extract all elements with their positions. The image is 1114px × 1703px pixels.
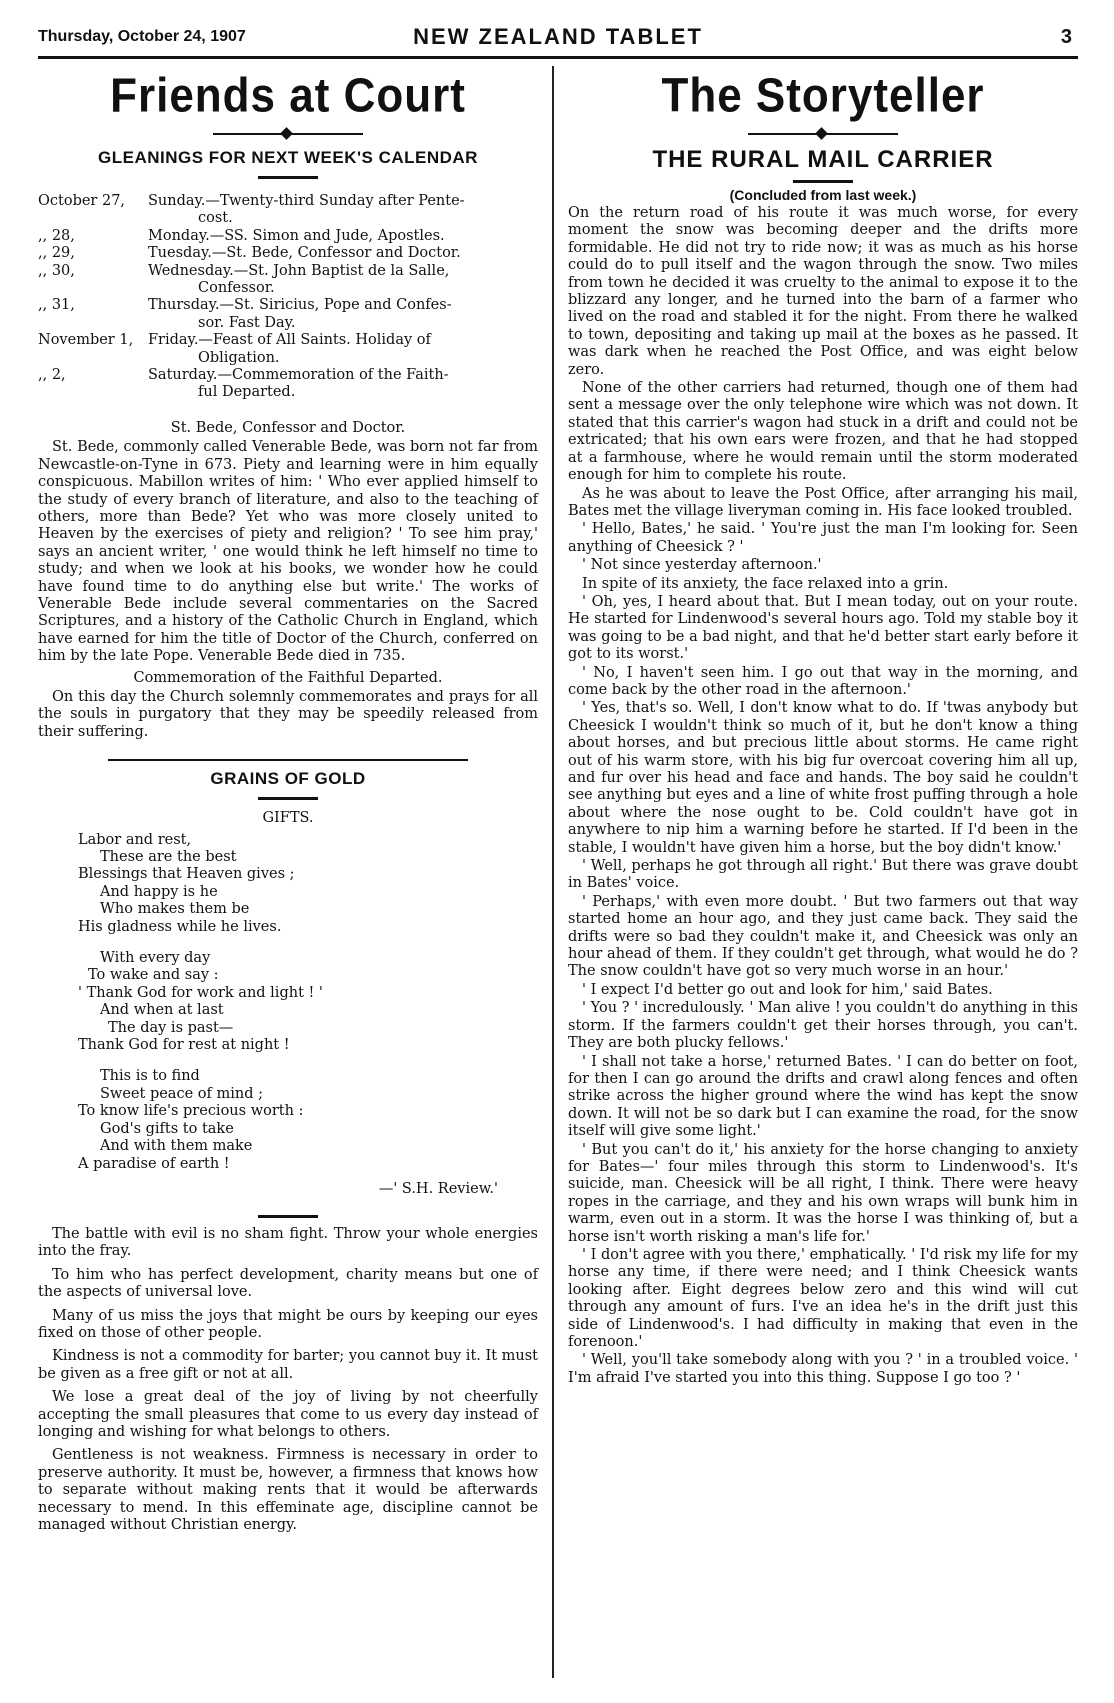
calendar-entry: ,, 28, Monday.—SS. Simon and Jude, Apostles. [38, 227, 445, 244]
short-rule [793, 180, 853, 183]
concluded-note: (Concluded from last week.) [729, 187, 917, 203]
poem-stanza: This is to find Sweet peace of mind ; To know life's precious worth : God's gifts to take And with them make A paradise of earth ! [78, 1068, 304, 1172]
poem-stanza: With every day To wake and say : ' Thank God for work and light ! ' And when at last The day is past— Thank God for rest at night ! [78, 950, 323, 1054]
ornament-divider [213, 128, 363, 140]
poem-stanza: Labor and rest, These are the best Blessings that Heaven gives ; And happy is he Who makes them be His gladness while he lives. [78, 831, 295, 935]
calendar-entry: ,, 2, Saturday.—Commemoration of the Faith- ful Departed. [38, 367, 449, 401]
story-paragraph: On the return road of his route it was much worse, for every moment the snow was becoming deeper and the drifts more formidable. He did not try to ride now; it was as much as his horse could do to pull itself and the wagon through the snow. Two miles from town he decided it was cruelty to the animal to expose it to the blizzard any longer, and he turned into the barn of a farmer who lived on the road and stabled it for the night. From there he walked to town, depositing and taking up mail at the boxes as he passed. It was dark when he reached the Post Office, and was eight below zero. [568, 205, 1078, 378]
short-rule [258, 176, 318, 179]
story-paragraph: ' Yes, that's so. Well, I don't know what to do. If 'twas anybody but Cheesick I wouldn't think so much of it, but he don't know a thing about horses, and but precious little about storms. He came right out of his warm store, with his big fur overcoat covering him all up, and fur over his head and face and hands. The boy said he couldn't see anything but eyes and a line of white frost puffing through a hole about where the nose ought to be. Cold couldn't have got in anywhere to nip him a warning before he started. If I'd been in the stable, I wouldn't have given him a horse, but the boy didn't know.' [568, 700, 1078, 856]
bede-paragraph: St. Bede, commonly called Venerable Bede, was born not far from Newcastle-on-Tyne in 673. Piety and learning were in him equally conspicuous. Mabillon writes of him: ' Who ever applied himself to the study of every branch of literature, and also to the teaching of others, more than Bede? Yet who was more closely united to Heaven by the exercises of piety and religion? ' To see him pray,' says an ancient writer, ' one would think he left himself no time to study; and when we look at his books, we wonder how he could have found time to do anything else but write.' The works of Venerable Bede include several commentaries on the Sacred Scriptures, and a history of the Catholic Church in England, which have earned for him the title of Doctor of the Church, conferred on him by the late Pope. Venerable Bede died in 735. [38, 439, 538, 665]
story-paragraph: ' Hello, Bates,' he said. ' You're just the man I'm looking for. Seen anything of Cheesick ? ' [568, 521, 1078, 555]
story-paragraph: ' Perhaps,' with even more doubt. ' But two farmers out that way started home an hour ago, and they just came back. They said the drifts were so bad they couldn't make it, and Cheesick was only an hour ahead of them. If they couldn't get through, what would he do ? The snow couldn't have got so very much worse in an hour.' [568, 893, 1078, 980]
grains-of-gold-heading: GRAINS OF GOLD [210, 769, 366, 789]
gifts-poem [78, 832, 538, 1173]
masthead-title: NEW ZEALAND TABLET [413, 24, 703, 49]
calendar-entry: ,, 31, Thursday.—St. Siricius, Pope and Confes- sor. Fast Day. [38, 297, 452, 331]
maxim: Kindness is not a commodity for barter; you cannot buy it. It must be given as a free gift or not at all. [38, 1348, 539, 1382]
story-paragraph: None of the other carriers had returned, though one of them had sent a message over the only telephone wire which was not down. It stated that this carrier's wagon had stuck in a drift and could not be extricated; that his own ears were frozen, and that he had stopped at a farmhouse, where he would remain until the storm moderated enough for him to complete his route. [568, 380, 1078, 484]
section-rule [108, 759, 468, 761]
issue-date: Thursday, October 24, 1907 [38, 28, 246, 45]
short-rule [258, 1215, 318, 1218]
story-paragraph: ' No, I haven't seen him. I go out that way in the morning, and come back by the other road in the afternoon.' [568, 664, 1078, 698]
storyteller-title: The Storyteller [661, 68, 985, 123]
maxim: We lose a great deal of the joy of living by not cheerfully accepting the small pleasures that come to us every day instead of longing and wishing for what belongs to others. [38, 1389, 538, 1440]
bede-heading: St. Bede, Confessor and Doctor. [170, 419, 406, 436]
story-paragraph: ' I expect I'd better go out and look for him,' said Bates. [582, 981, 993, 998]
story-paragraph: ' You ? ' incredulously. ' Man alive ! you couldn't do anything in this storm. If the farmers couldn't get their horses through, you can't. They are both plucky fellows.' [568, 1000, 1078, 1052]
calendar-entry: ,, 30, Wednesday.—St. John Baptist de la Salle, Confessor. [38, 262, 450, 297]
commemoration-paragraph: On this day the Church solemnly commemorates and prays for all the souls in purgatory that they may be speedily released from their suffering. [38, 688, 538, 740]
poem-attribution: —' S.H. Review.' [378, 1180, 498, 1197]
maxim: The battle with evil is no sham fight. Throw your whole energies into the fray. [38, 1225, 538, 1260]
calendar-entry: ,, 29, Tuesday.—St. Bede, Confessor and Doctor. [38, 245, 461, 262]
friends-at-court-title: Friends at Court [110, 68, 466, 123]
short-rule [258, 797, 318, 800]
left-column [38, 68, 539, 1535]
maxim: Many of us miss the joys that might be ours by keeping our eyes fixed on those of other people. [38, 1307, 538, 1341]
column-rule [552, 66, 554, 1678]
story-paragraph: As he was about to leave the Post Office, after arranging his mail, Bates met the village liveryman coming in. His face looked troubled. [568, 485, 1078, 519]
story-paragraph: ' Not since yesterday afternoon.' [582, 557, 822, 574]
page-number: 3 [1060, 26, 1072, 48]
ornament-divider [748, 128, 898, 140]
story-paragraph: ' Well, perhaps he got through all right.' But there was grave doubt in Bates' voice. [568, 858, 1078, 892]
right-column [568, 68, 1078, 1388]
maxim: Gentleness is not weakness. Firmness is necessary in order to preserve authority. It must be, however, a firmness that knows how to separate without making rents that it would be afterwards necessary to mend. In this effeminate age, discipline cannot be managed without Christian energy. [38, 1447, 538, 1533]
poem-title: GIFTS. [262, 810, 314, 827]
calendar-entry: October 27, Sunday.—Twenty-third Sunday after Pente- cost. [38, 193, 465, 227]
calendar-entry: November 1, Friday.—Feast of All Saints. Holiday of Obligation. [38, 332, 431, 366]
calendar-list [38, 193, 538, 402]
commemoration-heading: Commemoration of the Faithful Departed. [133, 669, 443, 686]
story-paragraph: In spite of its anxiety, the face relaxed into a grin. [582, 575, 949, 592]
story-paragraph: ' Well, you'll take somebody along with you ? ' in a troubled voice. ' I'm afraid I've started you into this thing. Suppose I go too ? ' [568, 1352, 1078, 1386]
maxim: To him who has perfect development, charity means but one of the aspects of universal love. [38, 1266, 538, 1301]
story-paragraph: ' I don't agree with you there,' emphatically. ' I'd risk my life for my horse any time, if there were need; and I think Cheesick wants looking after. Eight degrees below zero and this wind will cut through any amount of furs. I've an idea he's in the drift just this side of Lindenwood's. I had difficulty in making that even in the forenoon.' [568, 1246, 1078, 1350]
story-paragraph: ' But you can't do it,' his anxiety for the horse changing to anxiety for Bates—' four miles through this storm to Lindenwood's. It's suicide, man. Cheesick will be all right, I think. There were heavy ropes in the carriage, and they and his own wraps will bunk him in warm, even out in a storm. It was the horse I was thinking of, but a horse isn't worth risking a man's life for.' [568, 1141, 1078, 1245]
running-head [38, 22, 1078, 59]
story-paragraph: ' I shall not take a horse,' returned Bates. ' I can do better on foot, for then I can go around the drifts and crawl along fences and often strike across the higher ground where the wind has kept the snow down. It will not be so dark but I can examine the road, for the snow itself will give some light.' [568, 1053, 1078, 1140]
newspaper-page [38, 22, 1078, 1682]
story-title: THE RURAL MAIL CARRIER [652, 146, 994, 173]
calendar-heading: GLEANINGS FOR NEXT WEEK'S CALENDAR [98, 148, 478, 167]
story-paragraph: ' Oh, yes, I heard about that. But I mean today, out on your route. He started for Lindenwood's several hours ago. Told my stable boy it was going to be a bad night, and that he'd better start early before it got to its worst.' [568, 593, 1078, 663]
